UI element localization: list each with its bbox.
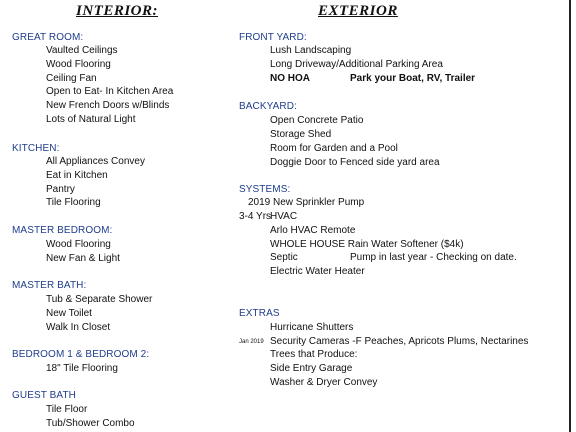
- list-item: 18" Tile Flooring: [46, 363, 118, 374]
- list-item: New French Doors w/Blinds: [46, 100, 170, 111]
- security-cameras: Security Cameras -F Peaches, Apricots Plums, Nectarines: [270, 336, 529, 347]
- list-item: Tile Flooring: [46, 197, 101, 208]
- list-item: Eat in Kitchen: [46, 170, 108, 181]
- bedrooms-heading: BEDROOM 1 & BEDROOM 2:: [12, 349, 150, 360]
- hurricane-shutters: Hurricane Shutters: [270, 322, 354, 333]
- hvac-label: HVAC: [270, 211, 298, 222]
- sprinkler-pump: 2019 New Sprinkler Pump: [248, 197, 365, 208]
- list-item: Tub & Separate Shower: [46, 294, 153, 305]
- interior-heading: INTERIOR:: [76, 3, 159, 19]
- washer-dryer: Washer & Dryer Convey: [270, 377, 378, 388]
- camera-date: Jan 2019: [239, 339, 264, 345]
- systems-heading: SYSTEMS:: [239, 184, 291, 195]
- list-item: Room for Garden and a Pool: [270, 143, 398, 154]
- list-item: Walk In Closet: [46, 322, 111, 333]
- no-hoa-label: NO HOA: [270, 73, 310, 84]
- list-item: Wood Flooring: [46, 239, 111, 250]
- trees-produce: Trees that Produce:: [270, 349, 358, 360]
- master-bedroom-heading: MASTER BEDROOM:: [12, 225, 113, 236]
- side-entry-garage: Side Entry Garage: [270, 363, 353, 374]
- list-item: Tub/Shower Combo: [46, 418, 135, 429]
- backyard-heading: BACKYARD:: [239, 101, 297, 112]
- water-heater: Electric Water Heater: [270, 266, 365, 277]
- arlo-remote: Arlo HVAC Remote: [270, 225, 356, 236]
- extras-heading: EXTRAS: [239, 308, 280, 319]
- hvac-age: 3-4 Yrs: [239, 211, 272, 222]
- list-item: New Toilet: [46, 308, 92, 319]
- guest-bath-heading: GUEST BATH: [12, 390, 76, 401]
- list-item: Lush Landscaping: [270, 45, 352, 56]
- list-item: Pantry: [46, 184, 75, 195]
- list-item: Lots of Natural Light: [46, 114, 136, 125]
- page-edge-rule: [569, 0, 571, 432]
- list-item: All Appliances Convey: [46, 156, 145, 167]
- kitchen-heading: KITCHEN:: [12, 143, 60, 154]
- list-item: Vaulted Ceilings: [46, 45, 118, 56]
- list-item: New Fan & Light: [46, 253, 120, 264]
- exterior-heading: EXTERIOR: [318, 3, 398, 19]
- list-item: Storage Shed: [270, 129, 332, 140]
- park-note: Park your Boat, RV, Trailer: [350, 73, 476, 84]
- front-yard-heading: FRONT YARD:: [239, 32, 307, 43]
- great-room-heading: GREAT ROOM:: [12, 32, 84, 43]
- list-item: Doggie Door to Fenced side yard area: [270, 157, 440, 168]
- list-item: Open to Eat- In Kitchen Area: [46, 86, 174, 97]
- list-item: Tile Floor: [46, 404, 88, 415]
- master-bath-heading: MASTER BATH:: [12, 280, 87, 291]
- list-item: Open Concrete Patio: [270, 115, 364, 126]
- list-item: Ceiling Fan: [46, 73, 97, 84]
- water-softener: WHOLE HOUSE Rain Water Softener ($4k): [270, 239, 464, 250]
- list-item: Long Driveway/Additional Parking Area: [270, 59, 443, 70]
- septic-note: Pump in last year - Checking on date.: [350, 252, 517, 263]
- septic-label: Septic: [270, 252, 298, 263]
- list-item: Wood Flooring: [46, 59, 111, 70]
